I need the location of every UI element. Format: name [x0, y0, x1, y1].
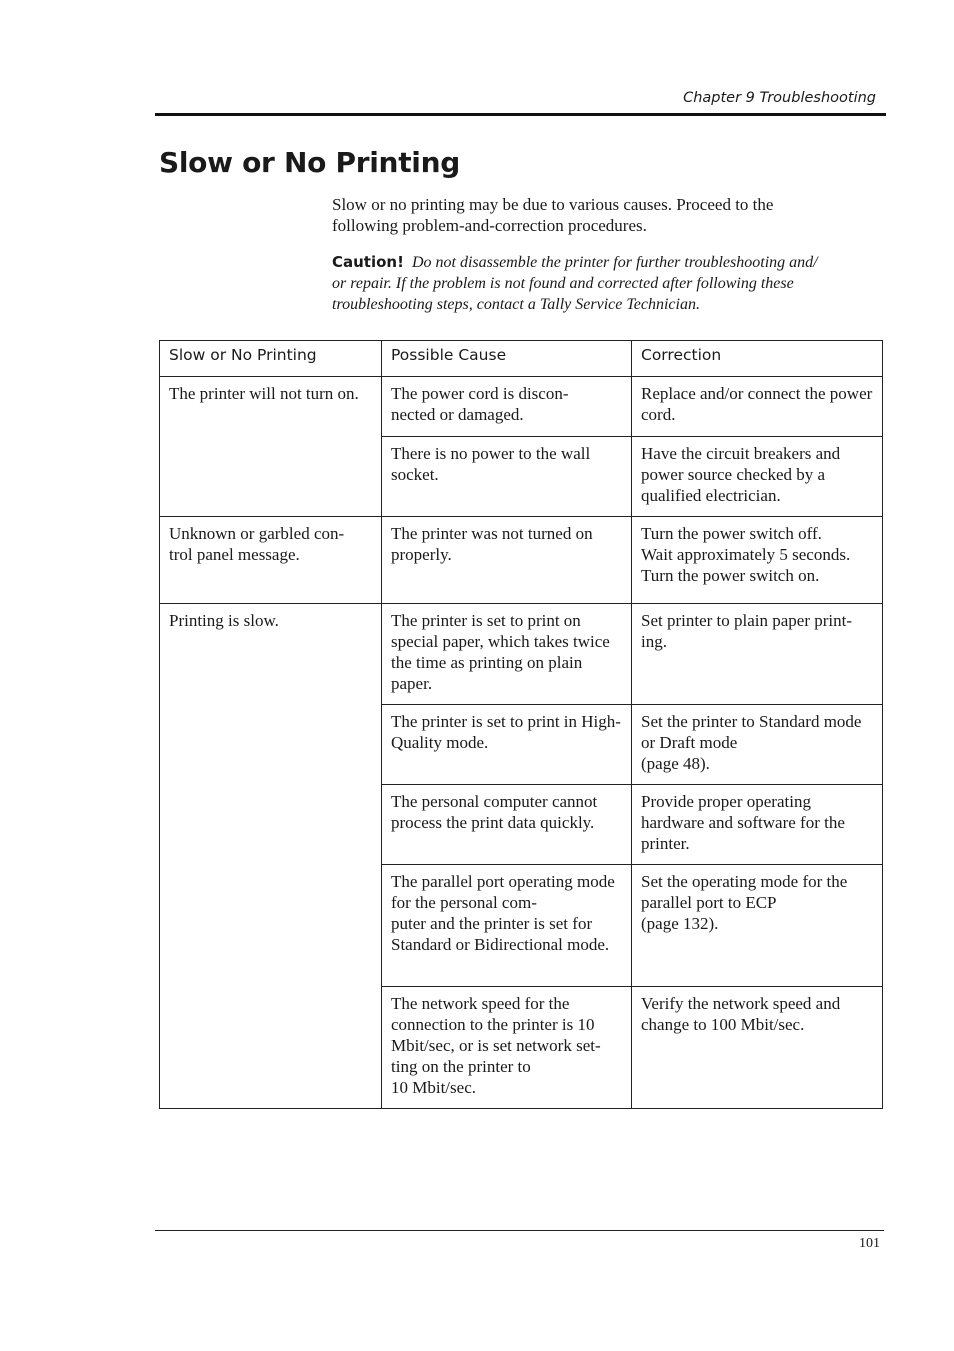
column-header-problem: Slow or No Printing — [160, 341, 382, 377]
troubleshooting-table — [159, 340, 883, 1109]
table-header-row — [160, 341, 883, 377]
cause-cell: The personal computer cannot process the print data quickly. — [382, 785, 632, 865]
problem-cell: The printer will not turn on. — [160, 377, 382, 517]
column-header-correction: Correction — [632, 341, 883, 377]
cause-cell: The printer is set to print in High-Quality mode. — [382, 705, 632, 785]
correction-cell: Provide proper operating hardware and software for the printer. — [632, 785, 883, 865]
page-number: 101 — [859, 1236, 880, 1251]
header-rule — [155, 113, 886, 116]
cause-cell: The printer was not turned on properly. — [382, 517, 632, 604]
chapter-header: Chapter 9 Troubleshooting — [683, 90, 876, 106]
correction-cell: Replace and/or connect the power cord. — [632, 377, 883, 437]
caution-note — [332, 252, 832, 315]
caution-label: Caution! — [332, 253, 404, 271]
column-header-cause: Possible Cause — [382, 341, 632, 377]
correction-cell: Turn the power switch off. Wait approximately 5 seconds. Turn the power switch on. — [632, 517, 883, 604]
correction-cell: Set the printer to Standard mode or Draft mode (page 48). — [632, 705, 883, 785]
footer-rule — [155, 1230, 884, 1231]
table-row — [160, 517, 883, 604]
cause-cell: There is no power to the wall socket. — [382, 437, 632, 517]
correction-cell: Set the operating mode for the parallel port to ECP (page 132). — [632, 865, 883, 987]
cause-cell: The parallel port operating mode for the personal com- puter and the printer is set for Standard or Bidirectional mode. — [382, 865, 632, 987]
table-row — [160, 377, 883, 437]
correction-cell: Verify the network speed and change to 100 Mbit/sec. — [632, 987, 883, 1109]
page-title: Slow or No Printing — [159, 146, 460, 179]
problem-cell: Printing is slow. — [160, 604, 382, 1109]
cause-cell: The network speed for the connection to the printer is 10 Mbit/sec, or is set network set- ting on the printer to 10 Mbit/sec. — [382, 987, 632, 1109]
correction-cell: Have the circuit breakers and power source checked by a qualified electrician. — [632, 437, 883, 517]
caution-text: Do not disassemble the printer for further troubleshooting and/ or repair. If the problem is not found and corrected after following these troubleshooting steps, contact a Tally Service Technician. — [332, 254, 818, 313]
table-row — [160, 604, 883, 705]
intro-paragraph: Slow or no printing may be due to various causes. Proceed to the following problem-and-correction procedures. — [332, 195, 774, 235]
cause-cell: The power cord is discon- nected or damaged. — [382, 377, 632, 437]
cause-cell: The printer is set to print on special paper, which takes twice the time as printing on plain paper. — [382, 604, 632, 705]
problem-cell: Unknown or garbled con- trol panel message. — [160, 517, 382, 604]
correction-cell: Set printer to plain paper print- ing. — [632, 604, 883, 705]
